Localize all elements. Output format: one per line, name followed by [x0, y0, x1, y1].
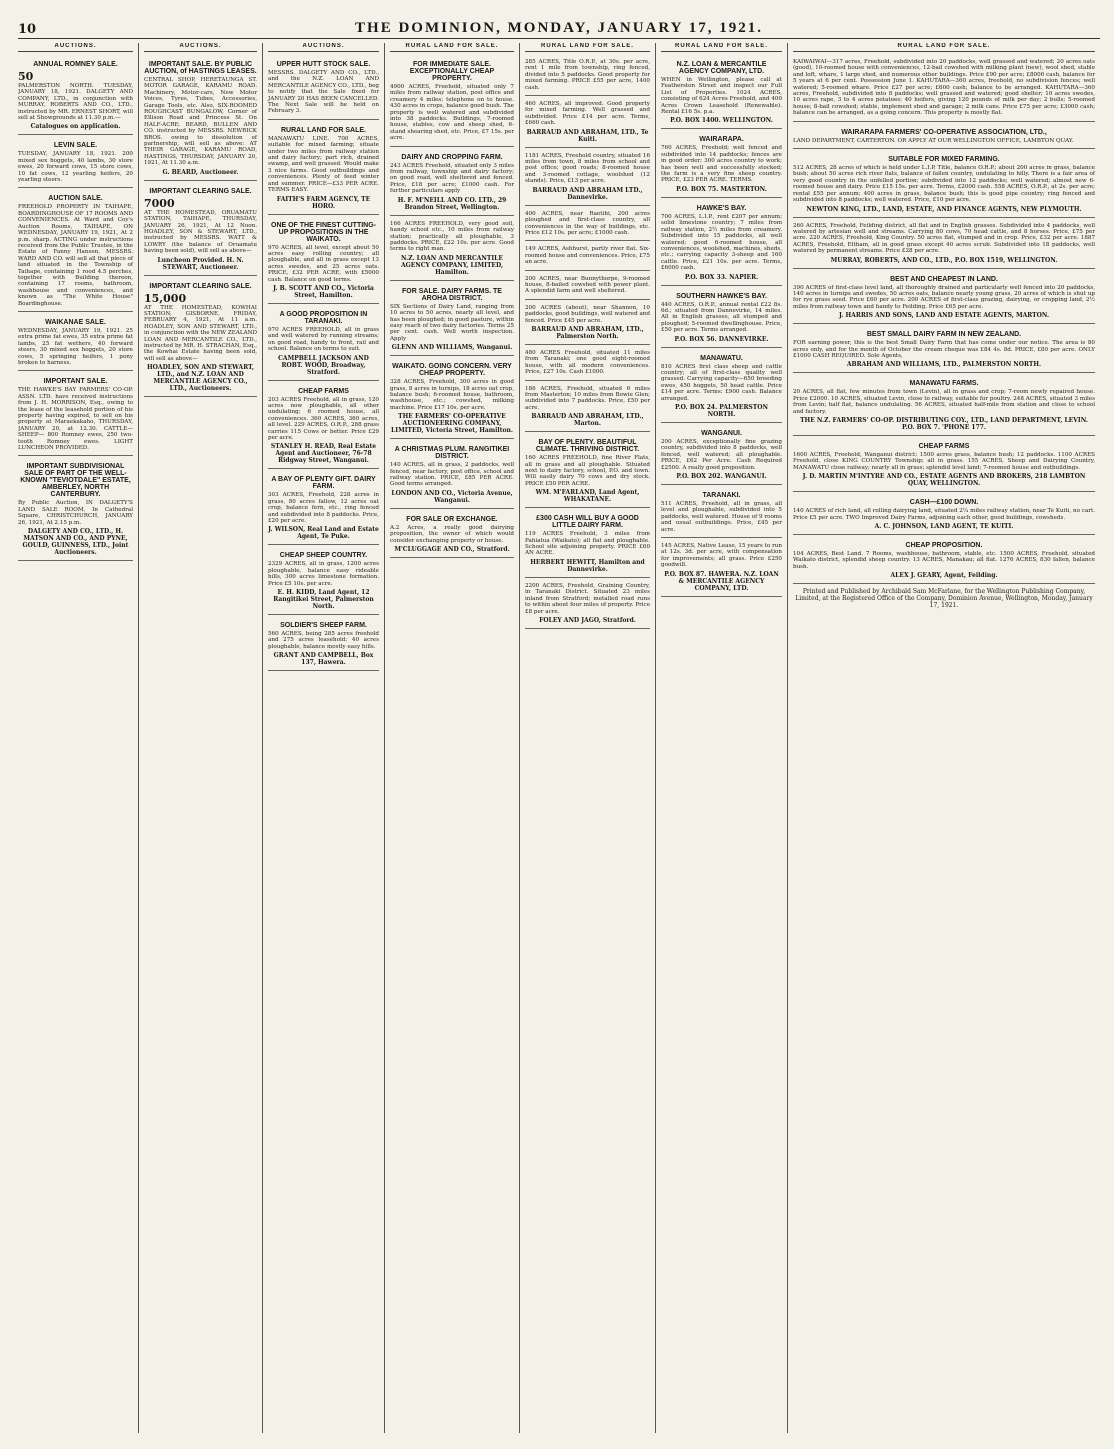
advertisement	[268, 617, 379, 671]
ad-body: MESSRS. DALGETY AND CO., LTD., and the N.Z. LOAN AND MERCANTILE AGENCY CO., LTD., beg to notify that the Sale fixed for JANUARY 20 HAS BEEN CANCELLED. The Next Sale will be held on February 3.	[268, 70, 379, 115]
ad-title: £300 CASH WILL BUY A GOOD LITTLE DAIRY FARM.	[536, 515, 639, 530]
ad-signature: E. H. KIDD, Land Agent, 12 Rangitikei Street, Palmerston North.	[273, 589, 374, 611]
column-1	[18, 43, 138, 1433]
column-4	[384, 43, 519, 1433]
ad-body: PALMERSTON NORTH. TUESDAY, JANUARY 18, 1921. DALGETY AND COMPANY, LTD., in conjunction with MURRAY, ROBERTS AND CO., LTD., instructed by MR. ERNEST SHORT, will sell at Showgrounds at 11.30 p.m.—	[18, 83, 133, 122]
ad-title: UPPER HUTT STOCK SALE.	[276, 61, 371, 68]
ad-signature: STANLEY H. READ, Real Estate Agent and Auctioneer, 76-78 Ridgway Street, Wanganui.	[270, 443, 377, 465]
column-7	[787, 43, 1100, 1433]
advertisement	[525, 434, 650, 508]
advertisement	[268, 56, 379, 120]
ad-body: 140 ACRES, all in grass, 2 paddocks, well fenced, near factory, post office, school and railway station. PRICE, £85 PER ACRE. Good terms arranged.	[390, 462, 514, 488]
advertisement	[661, 425, 782, 485]
ad-body: 119 ACRES Freehold, 3 miles from Pahiatua (Waikato); all flat and ploughable. School site adjoining property. PRICE £60 AN ACRE.	[525, 531, 650, 557]
ad-body: 560 ACRES, being 285 acres freehold and 275 acres leasehold; 40 acres ploughable, balance mostly easy hills.	[268, 631, 379, 650]
ad-signature: THE FARMERS' CO-OPERATIVE AUCTIONEERING COMPANY, LIMITED, Victoria Street, Hamilton.	[391, 413, 513, 435]
ad-signature: P.O. BOX 24. PALMERSTON NORTH.	[675, 404, 768, 418]
ad-body: 149 ACRES, Ashhurst, partly river flat. Six-roomed house and conveniences. Price, £75 an acre.	[525, 246, 650, 266]
ad-title: TARANAKI.	[702, 492, 741, 500]
ad-signature: ABRAHAM AND WILLIAMS, LTD., PALMERSTON NORTH.	[846, 361, 1042, 369]
ad-body: 200 ACRES, near Bunnythorpe, 9-roomed house, 8-bailed cowshed with power plant. A splendid farm and well sheltered.	[525, 275, 650, 295]
advertisement	[661, 487, 782, 538]
advertisement	[525, 150, 650, 206]
ad-signature: WM. M'FARLAND, Land Agent, WHAKATANE.	[535, 489, 640, 504]
imprint-footer: Printed and Published by Archibald Sam McFarlane, for the Wellington Publishing Company, Limited, at the Registered Office of the Company, Dominion Avenue, Wellington, Monday, January 17, 1921.	[795, 588, 1093, 610]
ad-signature: Catalogues on application.	[30, 123, 121, 131]
ad-title: AUCTION SALE.	[48, 195, 103, 203]
ad-title: ANNUAL ROMNEY SALE.	[33, 61, 118, 68]
ad-body: 243 ACRES Freehold, situated only 3 miles from railway, township and dairy factory; on good road, well sheltered and fenced. Price, £18 per acre; £1000 cash. For further particulars apply	[390, 162, 514, 195]
advertisement	[525, 580, 650, 629]
advertisement	[18, 458, 133, 561]
ad-body: 203 ACRES Freehold, all in grass, 120 acres now ploughable, all other undulating; 6 roomed house, all conveniences. 360 ACRES, 360 acres, all level. 229 ACRES, O.R.P., 288 grass carries 115 Cows or better. Price £29 per acre.	[268, 396, 379, 441]
ad-body: 511 ACRES, Freehold, all in grass, all level and ploughable, subdivided into 5 paddocks, well watered. House of 9 rooms and usual outbuildings. Price, £45 per acre.	[661, 501, 782, 533]
ad-body: 260 ACRES, Freehold, Feilding district, all flat and in English grasses. Subdivided into 4 paddocks, well watered by artesian well and streams. Carrying 80 cows, 70 head cattle, and 8 horses. Price, £75 per acre. 220 ACRES, Freehold, King Country. 50 acres flat, stumped and in crop. Price, £32 per acre. 1887 ACRES, Freehold, Eltham, all in good grass except 40 acres scrub. Subdivided into 18 paddocks, well watered by permanent streams. Price £28 per acre.	[793, 222, 1095, 255]
ad-body: 200 ACRES (about), near Shannon, 10 paddocks, good buildings, well watered and fenced. Price £45 per acre.	[525, 304, 650, 324]
advertisement	[661, 131, 782, 197]
ad-title: WAIKANAE SALE.	[45, 318, 106, 326]
column-heading: RURAL LAND FOR SALE.	[793, 43, 1095, 52]
ad-signature: FAITH'S FARM AGENCY, TE HORO.	[276, 195, 371, 210]
ad-signature: DALGETY AND CO., LTD., H. MATSON AND CO., AND PYNE, GOULD, GUINNESS, LTD., Joint Auctioneers.	[22, 528, 129, 557]
ad-signature: FOLEY AND JAGO, Stratford.	[539, 616, 636, 624]
advertisement	[661, 56, 782, 129]
ad-body: 1600 ACRES, Freehold, Wanganui district; 1500 acres grass, balance bush; 12 paddocks. 1100 ACRES Freehold, close KING COUNTRY Township; all in grass. 155 ACRES, Sheep and Dairying Country, MANAWATU close railway; nearly all in grass; splendid level land; 7-roomed house and outbuildings.	[793, 452, 1095, 471]
ad-body: 104 ACRES, Best Land. 7 Rooms, washhouse, bathroom, stable, etc. 1500 ACRES, Freehold, situated Waikato district, splendid sheep country. 13 ACRES, Manakau; all flat. 1276 ACRES, 830 fallen, balance bush.	[793, 551, 1095, 570]
ad-body: By Public Auction, IN DALGETY'S LAND SALE ROOM, In Cathedral Square, CHRISTCHURCH, JANUARY 26, 1921, At 2.15 p.m.	[18, 500, 133, 526]
ad-title: CHEAP SHEEP COUNTRY.	[279, 552, 368, 560]
ad-signature: J. D. MARTIN M'INTYRE AND CO., ESTATE AGENTS AND BROKERS, 218 LAMBTON QUAY, WELLINGTON.	[802, 473, 1086, 488]
ad-title: IMPORTANT SUBDIVISIONAL SALE OF PART OF THE WELL-KNOWN "TEVIOTDALE" ESTATE, AMBERLEY, NORTH CANTERBURY.	[20, 463, 131, 499]
ad-body: FOR earning power, this is the best Small Dairy Farm that has come under our notice. The area is 80 acres only, and for the month of October the cream cheque was £84 4s. 8d. PRICE, £80 per acre. ONLY £1000 CASH REQUIRED. Sole Agents,	[793, 340, 1095, 359]
advertisement	[525, 98, 650, 148]
ad-title: IMPORTANT CLEARING SALE.	[149, 282, 252, 290]
advertisement	[793, 271, 1095, 325]
ad-title: A BAY OF PLENTY GIFT. DAIRY FARM.	[271, 476, 376, 491]
column-heading: RURAL LAND FOR SALE.	[390, 43, 514, 52]
ad-title: WAIKATO. GOING CONCERN. VERY CHEAP PROPERTY.	[392, 363, 512, 378]
page-number: 10	[18, 22, 37, 37]
ad-body: CENTRAL SHOP, HERETAUNGA ST. MOTOR GARAGE, KARAMU ROAD. Machinery, Motor-cars, New Motor Voices, Tyres, Tubes, Accessories, Garage Tools, etc. Also, SIX-ROOMED ROUGHCAST BUNGALOW, Corner of Ellison Road and Princess St. On HALF-ACRE. BEARD, BULLEN AND CO. instructed by MESSRS. NEWRICK BROS. owing to dissolution of partnership, will sell as above: AT THEIR GARAGE, KARAMU ROAD, HASTINGS, THURSDAY, JANUARY 20, 1921, At 11.30 a.m.	[144, 77, 257, 167]
advertisement	[793, 537, 1095, 584]
ad-signature: H. F. M'NEILL AND CO. LTD., 29 Brandon Street, Wellington.	[397, 196, 507, 211]
ad-signature: BARRAUD AND ABRAHAM LTD., Dannevirke.	[532, 186, 643, 201]
ad-signature: G. BEARD, Auctioneer.	[162, 168, 239, 176]
ad-signature: HERBERT HEWITT, Hamilton and Dannevirke.	[530, 558, 645, 573]
ad-signature: J. B. SCOTT AND CO., Victoria Street, Hamilton.	[273, 284, 374, 299]
advertisement	[390, 283, 514, 356]
ad-title: A GOOD PROPOSITION IN TARANAKI.	[279, 310, 368, 325]
advertisement	[390, 149, 514, 216]
ad-signature: J. HARRIS AND SONS, LAND AND ESTATE AGENTS, MARTON.	[838, 312, 1050, 320]
column-6	[655, 43, 787, 1433]
ad-body: 160 ACRES FREEHOLD, fine River Flats, all in grass and all ploughable. Situated next to dairy factory, school, P.O. and town. Will easily dairy 70 cows and dry stock. PRICE £50 PER ACRE.	[525, 455, 650, 487]
ad-body: 4900 ACRES, Freehold, situated only 7 miles from railway station, post office and creamery 4 miles; telephone on to house. 430 acres in crops, balance good bush. The property is well watered and subdivided into 38 paddocks. Buildings, 7-roomed house, stables, cow and sheep shed, 6-stand shearing shed, etc. Price, £7 15s. per acre.	[390, 84, 514, 142]
ad-signature: P.O. BOX 75. MASTERTON.	[676, 185, 767, 193]
ad-title: CASH—£100 DOWN.	[909, 499, 979, 507]
ad-title: CHEAP PROPOSITION.	[905, 542, 983, 550]
columns-container	[18, 43, 1100, 1433]
ad-body: SIX Sections of Dairy Land, ranging from 10 acres to 50 acres, nearly all level, and has been ploughed; in good pasture, within easy reach of two dairy factories. Terms 25 per cent. cash. Well worth inspection. Apply	[390, 303, 514, 342]
ad-title: WANGANUI.	[701, 430, 742, 437]
ad-body: 2200 ACRES, Freehold, Graining Country, in Taranaki District. Situated 23 miles inland from Stratford; metalled road runs to within about four miles of property. Price £8 per acre.	[525, 582, 650, 615]
ad-title: RURAL LAND FOR SALE.	[280, 126, 367, 134]
ad-title: MANAWATU FARMS.	[909, 380, 979, 388]
column-heading: RURAL LAND FOR SALE.	[661, 43, 782, 52]
ad-signature: M'CLUGGAGE AND CO., Stratford.	[394, 546, 510, 554]
advertisement	[525, 273, 650, 300]
ad-body: 200 ACRES, exceptionally fine grazing country, subdivided into 8 paddocks, well fenced, well watered; all ploughable. PRICE, £62 Per Acre. Cash Required £2500. A really good proposition.	[661, 439, 782, 471]
ad-figure: 7000	[144, 196, 175, 210]
advertisement	[18, 314, 133, 371]
ad-body: 20 ACRES, all flat, few minutes from town (Levin), all in grass and crop; 7-room newly repaired house. Price £2000. 10 ACRES, situated Levin, close to railway, suitable for poultry. 248 ACRES, situated 3 miles from Levin; half flat, balance undulating. 56 ACRES, situated half-mile from station and close to school and factory.	[793, 389, 1095, 415]
ad-body: 186 ACRES, Freehold, situated 6 miles from Masterton; 10 miles from Bowie Glen; subdivided into 7 paddocks. Price, £50 per acre.	[525, 385, 650, 411]
ad-title: ONE OF THE FINEST CUTTING-UP PROPOSITIONS IN THE WAIKATO.	[271, 221, 376, 243]
ad-body: THE HAWKE'S BAY FARMERS' CO-OP. ASSN. LTD. have received instructions from J. H. MORRISON, Esq., owing to the lease of the leasehold portion of his property having expired, to sell on his property at Maraekakaho, THURSDAY, JANUARY 20, at 12.30. CATTLE— SHEEP— 800 Romney ewes, 250 two-tooth Romney ewes. LIGHT LUNCHEON PROVIDED.	[18, 387, 133, 452]
advertisement	[525, 56, 650, 96]
ad-signature: BARRAUD AND ABRAHAM, LTD., Te Kuiti.	[526, 128, 649, 143]
ad-body: 970 ACRES, all level, except about 50 acres easy rolling country; all ploughable, and all in grass except 13 acres swedes, and 25 acres oats. PRICE, £32 PER ACRE, with £5000 cash. Balance on good terms.	[268, 244, 379, 283]
ad-signature: THE N.Z. FARMERS' CO-OP. DISTRIBUTING COY., LTD., LAND DEPARTMENT, LEVIN. P.O. BOX 7. 'PHONE 177.	[800, 417, 1088, 431]
ad-body: AT THE HOMESTEAD, ORUAMATU STATION, TAIHAPE, THURSDAY, JANUARY 26, 1921, At 12 Noon. HOADLEY, SON & STEWART, LTD., instructed by MESSRS. WATT & LOWRY (the balance of Oruamatu having been sold), will sell as above—	[144, 209, 257, 255]
advertisement	[525, 510, 650, 578]
ad-body: WEDNESDAY, JANUARY 19, 1921. 25 extra prime fat ewes, 35 extra prime fat lambs, 25 fat wethers, 40 forward steers, 30 mixed sex hoggets, 20 store cows, 5 springing heifers, 1 pony broken to harness.	[18, 327, 133, 366]
ad-body: 390 ACRES of first-class level land, all thoroughly drained and particularly well fenced into 20 paddocks, 140 acres in turnips and swedes, 50 acres oats, balance nearly young grass, 20 acres of which is shut up for rye grass seed. Price £60 per acre. 200 ACRES of first-class grazing, dairying, or cropping land, 2½ miles from railway town and handy to Feilding. Price £65 per acre.	[793, 284, 1095, 310]
ad-body: 460 ACRES, all improved. Good property for mixed farming. Well grassed and subdivided. Price £14 per acre. Terms, £660 cash.	[525, 101, 650, 127]
advertisement	[793, 124, 1095, 149]
ad-title: IMPORTANT SALE. BY PUBLIC AUCTION, of HASTINGS LEASES.	[144, 61, 257, 75]
ad-body: 970 ACRES FREEHOLD, all in grass and well watered by running streams; on good road, handy to front, rail and school. Balance on terms to suit.	[268, 326, 379, 353]
ad-body: 328 ACRES, Freehold, 300 acres in good grass, 8 acres in turnips, 18 acres oat crop, balance bush; 6-roomed house, bathroom, washhouse, etc.; cowshed, milking machine. Price £17 10s. per acre.	[390, 379, 514, 411]
ad-signature: GRANT AND CAMPBELL, Box 137, Hawera.	[273, 652, 374, 667]
advertisement	[144, 278, 257, 398]
ad-title: BEST SMALL DAIRY FARM IN NEW ZEALAND.	[866, 331, 1022, 339]
advertisement	[793, 375, 1095, 436]
ad-title: CHEAP FARMS	[918, 443, 970, 450]
advertisement	[268, 306, 379, 381]
ad-title: SUITABLE FOR MIXED FARMING.	[888, 156, 1000, 164]
advertisement	[793, 326, 1095, 373]
advertisement	[268, 217, 379, 304]
ad-figure: 15,000	[144, 291, 187, 305]
ad-signature: P.O. BOX 56. DANNEVIRKE.	[674, 335, 769, 343]
advertisement	[144, 183, 257, 276]
advertisement	[525, 243, 650, 270]
ad-title: MANAWATU.	[700, 354, 743, 362]
ad-body: KAIWAIWAI—317 acres, Freehold, subdivided into 20 paddocks, well grassed and watered; 20 acres oats (good), 10-roomed house with conveniences, 12-bail cowshed with milking plant (new), wool shed, stable and loft, whare, 1 large shed, and numerous other buildings. Price £90 per acre; £8000 cash, balance for 5 years at 6 per cent. Possession June 1. KAHUTARA—360 acres, freehold, no subdivision fences; well watered; 5-roomed whare. Price £27 per acre; £600 cash; balance to be arranged. KAHUTARA—360 acres, Freehold, subdivided into 8 paddocks; well grassed and watered; good shelter; 10 acres swedes, 10 acres rape, 3 to 4 acres potatoes; 40 heifers, giving 120 pounds of milk per day; 2 bulls; 5-roomed house; 8-bail cowshed; stable, implement shed and garage; 2 milk cans. Price £75 per acre; £3000 cash; balance can be arranged, as a going concern. This property is mostly flat.	[793, 59, 1095, 117]
ad-title: WAIRARAPA FARMERS' CO-OPERATIVE ASSOCIATION, LTD.,	[841, 128, 1047, 136]
ad-body: 303 ACRES, Freehold, 228 acres in grass, 80 acres fallow, 12 acres oat crop, balance fern, etc., ring fenced and subdivided into 8 paddocks. Price, £20 per acre.	[268, 492, 379, 525]
masthead	[18, 22, 1100, 39]
ad-signature: BARRAUD AND ABRAHAM, LTD., Marton.	[531, 413, 644, 428]
ad-signature: A. C. JOHNSON, LAND AGENT, TE KUITI.	[874, 523, 1014, 531]
ad-body: FREEHOLD PROPERTY IN TAIHAPE, BOARDINGHOUSE OF 17 ROOMS AND CONVENIENCES. At Ward and Coy's Auction Rooms, TAIHAPE, ON WEDNESDAY, JANUARY 19, 1921, At 2 p.m. sharp. ACTING under instructions received from the Public Trustee, in the Estate of Fanny Hansen, MESSRS. WARD AND CO. will sell all that piece of land situated in the Township of Taihape, containing 1 rood 4.5 perches, together with Building thereon, containing 17 rooms, bathroom, washhouse and conveniences, and known as "The White House" Boardinghouse.	[18, 204, 133, 307]
ad-body: 285 ACRES, Title O.R.P., at 30s. per acre, rent 1 mile from township, ring fenced, divided into 5 paddocks. Good property for mixed farming. PRICE £55 per acre, 1400 cash.	[525, 59, 650, 91]
newspaper-title: THE DOMINION, MONDAY, JANUARY 17, 1921.	[355, 20, 763, 36]
ad-figure: 50	[18, 70, 34, 83]
advertisement	[793, 151, 1095, 217]
ad-title: CHEAP FARMS	[298, 387, 349, 395]
ad-title: A CHRISTMAS PLUM. RANGITIKEI DISTRICT.	[394, 446, 510, 461]
ad-signature: HOADLEY, SON AND STEWART, LTD., and N.Z. LOAN AND MERCANTILE AGENCY CO., LTD., Auctioneers.	[147, 364, 254, 393]
ad-title: IMPORTANT SALE.	[43, 378, 108, 386]
advertisement	[268, 122, 379, 215]
advertisement	[525, 383, 650, 433]
ad-signature: BARRAUD AND ABRAHAM, LTD., Palmerston North.	[531, 325, 644, 340]
ad-title: IMPORTANT CLEARING SALE.	[149, 187, 252, 195]
advertisement	[18, 56, 133, 135]
ad-body: A.2 Acres, a really good dairying proposition, the owner of which would consider exchanging property or house.	[390, 524, 514, 544]
ad-signature: MURRAY, ROBERTS, AND CO., LTD., P.O. BOX 1519, WELLINGTON.	[830, 256, 1058, 264]
ad-body: 512 ACRES, 28 acres of which is held under L.I.P. Title, balance O.R.P.; about 200 acres in grass, balance bush; about 50 acres rich river flats, balance of fallen country, undulating to hilly. There is a fair area of very good country in the unfelled portion; subdivided into 12 paddocks; well watered; almost new 6-roomed house and dairy. Price £15 15s. per acre. Terms, £2000 cash. 558 ACRES, O.R.P., at 2s. per acre; rental £55 per annum; 400 acres in grass, balance bush; this is good pipe country; ring fenced and subdivided into 8 paddocks; well watered. Price, £10 per acre.	[793, 165, 1095, 204]
ad-signature: CAMPBELL JACKSON AND ROBT. WOOD, Broadway, Stratford.	[278, 354, 369, 376]
ad-signature: P.O. BOX 202. WANGANUI.	[676, 473, 767, 481]
ad-title: BEST AND CHEAPEST IN LAND.	[890, 275, 998, 283]
advertisement	[525, 347, 650, 381]
ad-body: LAND DEPARTMENT, CARTERTON. OR APPLY AT OUR WELLINGTON OFFICE, LAMBTON QUAY.	[793, 137, 1074, 144]
ad-title: SOLDIER'S SHEEP FARM.	[280, 622, 367, 630]
ad-body: MANAWATU LINE. 700 ACRES, suitable for mixed farming; situate under two miles from railway station and dairy factory; part rich, drained swamp, and well grassed. Would make 3 nice farms. Good outbuildings and conveniences. Plenty of feed winter and summer. PRICE—£33 PER ACRE. TERMS EASY.	[268, 135, 379, 194]
column-heading: RURAL LAND FOR SALE.	[525, 43, 650, 52]
ad-signature: P.O. BOX 1400. WELLINGTON.	[670, 117, 773, 125]
ad-title: FOR SALE OR EXCHANGE.	[406, 515, 498, 523]
advertisement	[390, 218, 514, 281]
advertisement	[18, 137, 133, 188]
ad-title: HAWKE'S BAY.	[696, 204, 747, 212]
ad-body: 145 ACRES, Native Lease, 15 years to run at 12s. 3d. per acre, with compensation for improvements; all grass. Price £250 goodwill.	[661, 543, 782, 569]
advertisement	[390, 441, 514, 509]
ad-body: 140 ACRES of rich land, all rolling dairying land, situated 2¼ miles railway station, near Te Kuiti, no cart. Price £5 per acre. TWO Improved Dairy Farms, adjoining each other, good buildings, cowsheds.	[793, 508, 1095, 521]
advertisement	[793, 438, 1095, 492]
advertisement	[268, 547, 379, 615]
column-heading: AUCTIONS.	[144, 43, 257, 52]
advertisement	[18, 190, 133, 312]
ad-body: 700 ACRES, L.I.P., rent £207 per annum; solid limestone country; 7 miles from railway station, 2½ miles from creamery. Subdivided into 15 paddocks, all well watered; good 6-roomed house, all conveniences, woolshed, machines, sheds, etc.; carrying capacity 3-sheep and 160 cattle. Price, £21 10s. per acre. Terms, £6000 cash.	[661, 213, 782, 272]
advertisement	[268, 383, 379, 470]
ad-title: N.Z. LOAN & MERCANTILE AGENCY COMPANY, LTD.	[676, 61, 767, 75]
ad-body: 2329 ACRES, all in grass, 1200 acres ploughable, balance easy rideable hills, 300 acres limestone formation. Price £5 10s. per acre.	[268, 561, 379, 587]
ad-signature: Luncheon Provided. H. N. STEWART, Auctioneer.	[157, 256, 244, 271]
advertisement	[390, 511, 514, 558]
ad-signature: P.O. BOX 87. HAWERA. N.Z. LOAN & MERCANTILE AGENCY COMPANY, LTD.	[664, 570, 779, 592]
column-heading: AUCTIONS.	[18, 43, 133, 52]
ad-title: BAY OF PLENTY. BEAUTIFUL CLIMATE. THRIVING DISTRICT.	[535, 439, 640, 454]
advertisement	[18, 373, 133, 456]
advertisement	[268, 471, 379, 545]
advertisement	[661, 288, 782, 348]
column-3	[262, 43, 384, 1433]
column-2	[138, 43, 262, 1433]
ad-title: FOR IMMEDIATE SALE. EXCEPTIONALLY CHEAP PROPERTY.	[409, 61, 495, 82]
ad-body: 1181 ACRES, Freehold country, situated 16 miles from town, 8 miles from school and post office; good roads; 8-roomed house and 3-roomed cottage, woolshed (12 stands). Price, £13 per acre.	[525, 152, 650, 185]
ad-signature: J. WILSON, Real Land and Estate Agent, Te Puke.	[268, 526, 379, 541]
ad-signature: GLENN AND WILLIAMS, Wanganui.	[391, 344, 513, 352]
ad-title: SOUTHERN HAWKE'S BAY.	[676, 292, 767, 300]
ad-signature: N.Z. LOAN AND MERCANTILE AGENCY COMPANY, LIMITED, Hamilton.	[400, 254, 504, 276]
ad-title: DAIRY AND CROPPING FARM.	[401, 153, 503, 161]
advertisement	[390, 358, 514, 439]
advertisement	[793, 494, 1095, 535]
advertisement	[661, 350, 782, 423]
advertisement	[525, 302, 650, 345]
ad-signature: LONDON AND CO., Victoria Avenue, Wanganui.	[391, 489, 513, 504]
advertisement	[661, 540, 782, 597]
ad-body: WHEN in Wellington, please call at Featherston Street and inspect our Full List of Properties. 1024 ACRES, consisting of 624 Acres Freehold, and 400 Acres Crown Leasehold (Renewable). Rental £16 5s. p.a.	[661, 77, 782, 116]
column-5	[519, 43, 655, 1433]
ad-body: AT THE HOMESTEAD, KOWHAI STATION, GISBORNE. FRIDAY, FEBRUARY 4, 1921, At 11 a.m. HOADLEY, SON AND STEWART, LTD., in conjunction with the NEW ZEALAND LOAN AND MERCANTILE CO., LTD., instructed by MR. H. STRACHAN, Esq., the Kowhai Estate having been sold, will sell as above—	[144, 304, 257, 362]
advertisement	[525, 208, 650, 242]
advertisement	[390, 56, 514, 147]
ad-body: 760 ACRES, Freehold; well fenced and subdivided into 14 paddocks; fences are in good order; 300 acres country to work; has been well and successfully stocked; the farm is a very fine sheep country. PRICE, £23 PER ACRE. TERMS.	[661, 145, 782, 184]
ad-title: LEVIN SALE.	[53, 142, 98, 150]
ad-body: 480 ACRES Freehold, situated 11 miles from Taranaki; one good eight-roomed house, with all modern conveniences. Price, £27 10s. Cash £1000.	[525, 349, 650, 376]
ad-body: 400 ACRES, near Raetihi, 200 acres ploughed and first-class country, all conveniences in the way of buildings, etc. Price £12 10s. per acre; £1000 cash.	[525, 210, 650, 236]
ad-body: 810 ACRES first class sheep and cattle country; all of first-class quality well grassed. Carrying capacity—650 breeding ewes, 450 hoggets, 50 head cattle. Price £14 per acre. Terms: £900 cash. Balance arranged.	[661, 363, 782, 402]
column-heading: AUCTIONS.	[268, 43, 379, 52]
advertisement	[661, 200, 782, 286]
ad-signature: P.O. BOX 33. NAPIER.	[684, 273, 759, 281]
advertisement	[144, 56, 257, 181]
ad-body: TUESDAY, JANUARY 18, 1921. 200 mixed sex hoggets, 40 lambs, 30 store ewes, 20 forward cows, 15 store cows, 10 fat cows, 12 yearling heifers, 20 yearling steers.	[18, 151, 133, 184]
ad-signature: ALEX J. GEARY, Agent, Feilding.	[890, 572, 998, 580]
ad-signature: NEWTON KING, LTD., LAND, ESTATE, AND FINANCE AGENTS, NEW PLYMOUTH.	[806, 205, 1082, 213]
ad-title: WAIRARAPA.	[699, 136, 744, 144]
ad-title: FOR SALE. DAIRY FARMS. TE AROHA DISTRICT.	[402, 287, 502, 302]
ad-body: 440 ACRES, O.R.P., annual rental £22 8s. 6d.; situated from Dannevirke, 14 miles. All in English grasses, all stumped and ploughed; 5-roomed dwellinghouse. Price, £50 per acre. Terms arranged.	[661, 301, 782, 334]
advertisement	[793, 220, 1095, 269]
advertisement	[793, 56, 1095, 122]
ad-body: 166 ACRES FREEHOLD, very good soil, handy school etc., 10 miles from railway station; practically all ploughable, 3 paddocks. PRICE, £22 10s. per acre. Good terms to right man.	[390, 220, 514, 253]
